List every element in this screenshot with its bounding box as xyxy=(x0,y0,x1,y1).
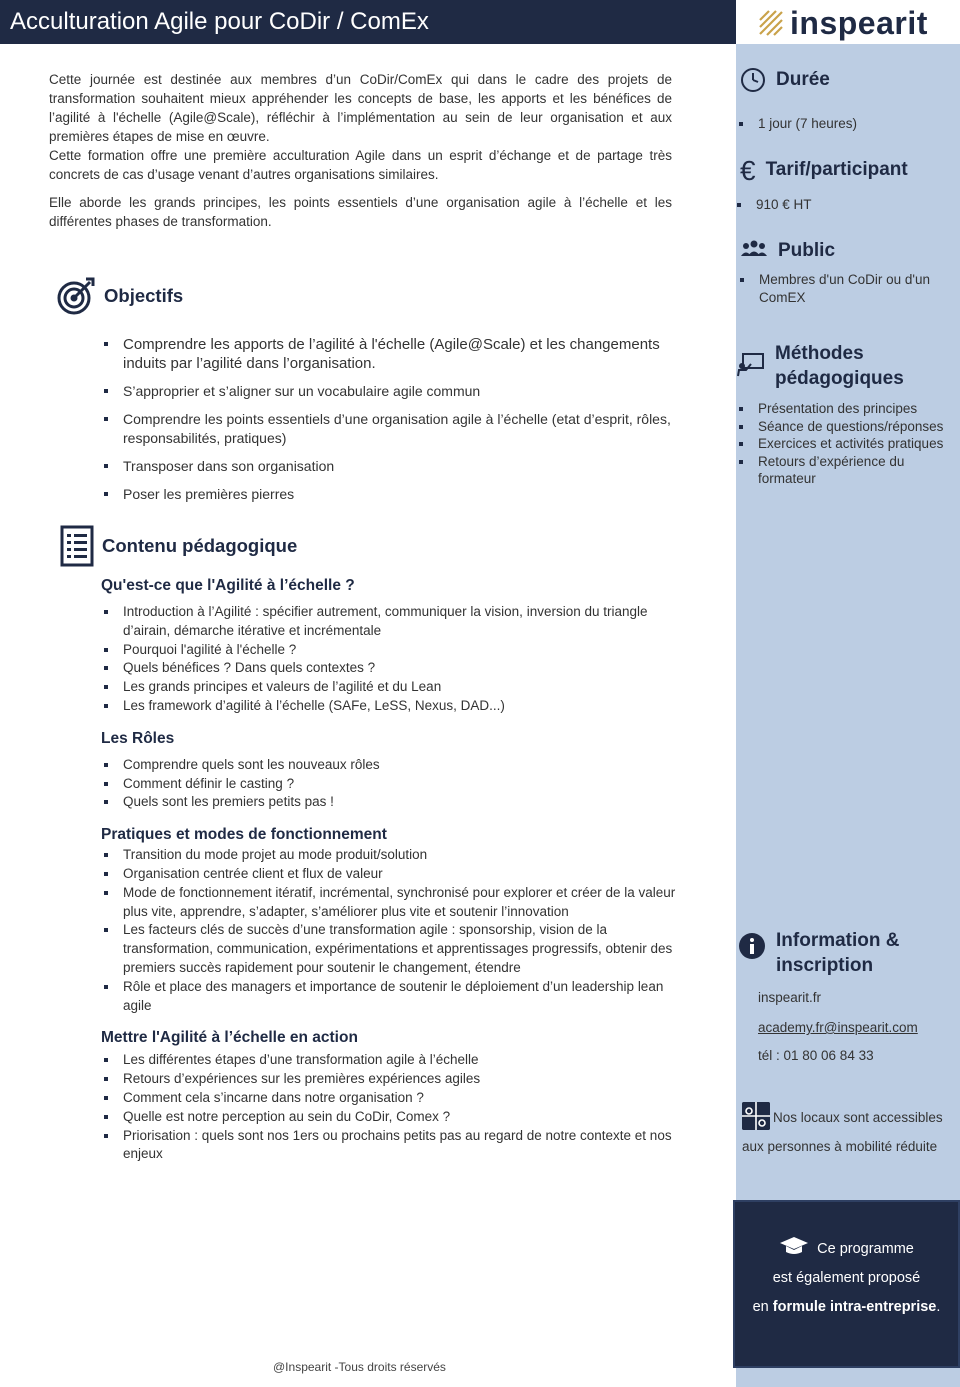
checklist-icon xyxy=(60,525,94,567)
objectifs-header xyxy=(56,276,183,316)
list-item: Quels bénéfices ? Dans quels contextes ? xyxy=(101,659,686,678)
list-item: Les différentes étapes d’une transformation agile à l’échelle xyxy=(101,1051,686,1070)
euro-icon: € xyxy=(740,155,756,186)
public-header xyxy=(740,238,835,263)
methodes-list xyxy=(736,400,956,488)
intra-entreprise-box xyxy=(733,1200,960,1368)
duree-list xyxy=(736,115,857,133)
list-item: Les grands principes et valeurs de l’agilité et du Lean xyxy=(101,678,686,697)
content-section xyxy=(101,1029,686,1164)
intra-line: en formule intra-entreprise. xyxy=(752,1299,941,1315)
list-item: Quels sont les premiers petits pas ! xyxy=(101,793,686,812)
intro-text xyxy=(49,70,672,231)
logo-mark-icon xyxy=(758,8,784,38)
intro-paragraph: Cette journée est destinée aux membres d’un CoDir/ComEx qui dans le cadre des projets de transformation souhaitent mieux appréhender les concepts de base, les apports et les bénéfices de l’agilité à l'échelle (Agile@Scale), réfléchir à l’implémentation au sein de leur organisation et aux premières étapes de mise en œuvre. xyxy=(49,72,672,144)
list-item: Retours d’expérience du formateur xyxy=(736,453,956,488)
title-bar xyxy=(0,0,736,44)
list-item: Retours d’expériences sur les premières expériences agiles xyxy=(101,1070,686,1089)
list-item: Les facteurs clés de succès d’une transformation agile : sponsorship, vision de la transformation, communication, expérimentations et apprentissages progressifs, obtenir des premiers succès rapidement pour soutenir le changement, étendre xyxy=(101,921,686,977)
section-title: Pratiques et modes de fonctionnement xyxy=(101,826,387,844)
public-title: Public xyxy=(778,240,836,261)
methodes-title: Méthodes pédagogiques xyxy=(775,343,904,389)
intro-paragraph: Cette formation offre une première acculturation Agile dans un esprit d’échange et de partage très concrets de cas d’usage venant d’autres organisations similaires. xyxy=(49,148,672,182)
list-item: Mode de fonctionnement itératif, incrémental, synchronisé pour explorer et créer de la valeur plus vite, apprendre, s’adapter, s’améliorer plus vite et soutenir l’innovation xyxy=(101,884,686,922)
list-item: Quelle est notre perception au sein du CoDir, Comex ? xyxy=(101,1108,686,1127)
graduation-cap-icon xyxy=(779,1236,809,1256)
list-item: Membres d'un CoDir ou d'un ComEX xyxy=(737,271,947,306)
page-title: Acculturation Agile pour CoDir / ComEx xyxy=(10,8,429,35)
public-list xyxy=(737,271,947,306)
contenu-header xyxy=(60,525,297,567)
intra-line: est également proposé xyxy=(772,1270,921,1286)
list-item: Comprendre les points essentiels d’une organisation agile à l’échelle (etat d’esprit, rôles, responsabilités, pratiques) xyxy=(101,410,681,448)
intro-paragraph: Elle aborde les grands principes, les points essentiels d’une organisation agile à l’échelle et les différentes phases de transformation. xyxy=(49,195,672,229)
content-section xyxy=(101,577,686,716)
list-item: Comment cela s’incarne dans notre organisation ? xyxy=(101,1089,686,1108)
contenu-sections xyxy=(101,577,686,1178)
methodes-header xyxy=(737,341,904,391)
accessibility-icon xyxy=(742,1102,770,1130)
duree-header xyxy=(740,67,830,93)
info-icon xyxy=(738,932,766,960)
list-item: Transposer dans son organisation xyxy=(101,457,681,476)
tarif-title: Tarif/participant xyxy=(765,159,908,180)
section-title: Mettre l'Agilité à l’échelle en action xyxy=(101,1029,358,1047)
list-item: 910 € HT xyxy=(734,196,812,214)
clock-icon xyxy=(740,67,766,93)
people-icon xyxy=(740,238,768,260)
list-item: Rôle et place des managers et importance de soutenir le déploiement d’un leadership lean agile xyxy=(101,978,686,1016)
content-section xyxy=(101,826,686,1015)
website-link[interactable]: inspearit.fr xyxy=(758,990,822,1005)
contenu-title: Contenu pédagogique xyxy=(102,535,298,556)
list-item: Exercices et activités pratiques xyxy=(736,435,956,453)
list-item: Introduction à l’Agilité : spécifier autrement, communiquer la vision, inversion du triangle d’airain, démarche itérative et incrémentale xyxy=(101,603,686,641)
list-item: Les framework d’agilité à l’échelle (SAFe, LeSS, Nexus, DAD...) xyxy=(101,697,686,716)
accessibility-note: Nos locaux sont accessibles aux personnes à mobilité réduite xyxy=(742,1102,950,1161)
list-item: Comprendre quels sont les nouveaux rôles xyxy=(101,756,686,775)
list-item: Présentation des principes xyxy=(736,400,956,418)
list-item: Comprendre les apports de l’agilité à l'échelle (Agile@Scale) et les changements induits par l’agilité dans l’organisation. xyxy=(101,335,681,373)
logo-text: inspearit xyxy=(790,4,928,41)
list-item: Organisation centrée client et flux de valeur xyxy=(101,865,686,884)
phone-number: tél : 01 80 06 84 33 xyxy=(758,1048,874,1063)
footer-copyright: @Inspearit -Tous droits réservés xyxy=(273,1360,446,1374)
section-title: Les Rôles xyxy=(101,729,175,747)
tarif-list xyxy=(734,196,812,214)
list-item: Poser les premières pierres xyxy=(101,485,681,504)
info-title: Information & inscription xyxy=(776,930,900,976)
objectifs-title: Objectifs xyxy=(104,285,184,306)
list-item: Pourquoi l'agilité à l'échelle ? xyxy=(101,641,686,660)
info-header xyxy=(738,928,900,978)
tarif-header xyxy=(740,157,908,185)
list-item: S’approprier et s’aligner sur un vocabulaire agile commun xyxy=(101,382,681,401)
section-title: Qu'est-ce que l'Agilité à l’échelle ? xyxy=(101,577,355,594)
presentation-icon xyxy=(737,353,765,377)
intra-line: Ce programme xyxy=(735,1235,958,1264)
company-logo xyxy=(758,4,928,42)
objectifs-list xyxy=(101,335,681,513)
target-icon xyxy=(56,276,96,316)
list-item: Transition du mode projet au mode produit/solution xyxy=(101,846,686,865)
duree-title: Durée xyxy=(776,69,830,90)
list-item: Priorisation : quels sont nos 1ers ou prochains petits pas au regard de notre contexte et nos enjeux xyxy=(101,1127,686,1165)
list-item: 1 jour (7 heures) xyxy=(736,115,857,133)
email-link[interactable]: academy.fr@inspearit.com xyxy=(758,1020,918,1035)
list-item: Séance de questions/réponses xyxy=(736,418,956,436)
list-item: Comment définir le casting ? xyxy=(101,775,686,794)
content-section xyxy=(101,730,686,812)
